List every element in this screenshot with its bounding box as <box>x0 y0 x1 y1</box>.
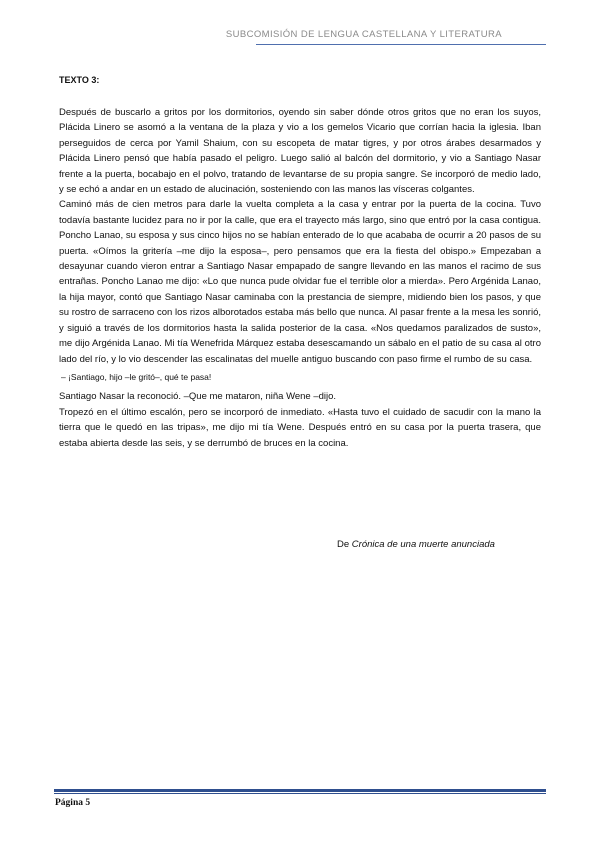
source-prefix: De <box>337 539 350 550</box>
header-rule <box>256 44 546 45</box>
section-label: TEXTO 3: <box>59 75 100 85</box>
footer-rule-thin <box>54 793 546 794</box>
paragraph-3: Santiago Nasar la reconoció. –Que me mataron, niña Wene –dijo. <box>59 391 337 403</box>
header-subject: SUBCOMISIÓN DE LENGUA CASTELLANA Y LITERATURA <box>225 29 502 40</box>
paragraph-4: Tropezó en el último escalón, pero se incorporó de inmediato. «Hasta tuvo el cuidado de sacudir con la mano la tierra que le quedó en las tripas», me dijo mi tía Wene. Después entró en su casa por la puerta trasera, que estaba abierta desde las seis, y se derrumbó de bruces en la cocina. <box>59 406 541 449</box>
text-body <box>59 105 541 451</box>
page-number: Página 5 <box>55 798 91 808</box>
paragraph-2: Caminó más de cien metros para darle la vuelta completa a la casa y entrar por la puerta de la cocina. Tuvo todavía bastante lucidez para no ir por la calle, que era el trayecto más largo, sino que entró por la casa contigua. Poncho Lanao, su esposa y sus cinco hijos no se habían enterado de lo que acababa de ocurrir a 20 pasos de su puerta. «Oímos la gritería –me dijo la esposa–, pero pensamos que era la fiesta del obispo.» Empezaban a desayunar cuando vieron entrar a Santiago Nasar empapado de sangre llevando en las manos el racimo de sus entrañas. Poncho Lanao me dijo: «Lo que nunca pude olvidar fue el terrible olor a mierda». Pero Argénida Lanao, la hija mayor, contó que Santiago Nasar caminaba con la prestancia de siempre, midiendo bien los pasos, y que su rostro de sarraceno con los rizos alborotados estaba más bello que nunca. Al pasar frente a la mesa les sonrió, y siguió a través de los dormitorios hasta la salida posterior de la casa. «Nos quedamos paralizados de susto», me dijo Argénida Lanao. Mi tía Wenefrida Márquez estaba desescamando un sábalo en el patio de su casa al otro lado del río, y lo vio descender las escalinatas del muelle antiguo buscando con paso firme el rumbo de su casa. <box>59 199 541 365</box>
dialogue-line: – ¡Santiago, hijo –le gritó–, qué te pasa! <box>61 371 212 382</box>
source-citation <box>337 539 495 550</box>
source-title: Crónica de una muerte anunciada <box>351 539 495 550</box>
paragraph-1: Después de buscarlo a gritos por los dormitorios, oyendo sin saber dónde otros gritos que no eran los suyos, Plácida Linero se asomó a la ventana de la plaza y vio a los gemelos Vicario que corrían hacia la iglesia. Iban perseguidos de cerca por Yamil Shaium, con su escopeta de matar tigres, y por otros árabes desarmados y Plácida Linero pensó que había pasado el peligro. Luego salió al balcón del dormitorio, y vio a Santiago Nasar frente a la puerta, bocabajo en el polvo, tratando de levantarse de su propia sangre. Se incorporó de medio lado, y se echó a andar en un estado de alucinación, sosteniendo con las manos las vísceras colgantes. <box>59 107 541 196</box>
footer-rule <box>54 789 546 792</box>
